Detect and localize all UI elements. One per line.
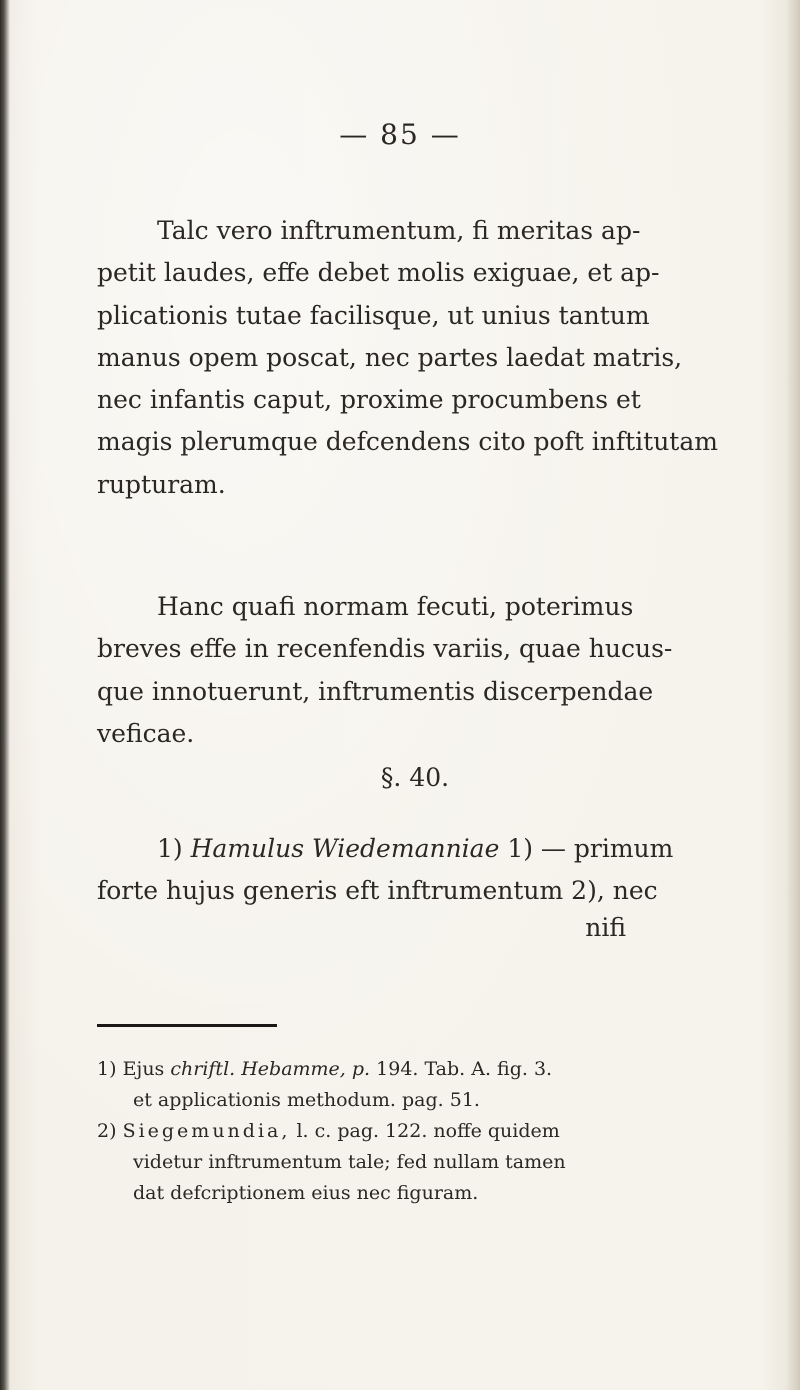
text-line: Talc vero inftrumentum, fi meritas ap- bbox=[157, 216, 641, 245]
cited-work-title: chriftl. Hebamme, p. bbox=[170, 1058, 371, 1080]
text-line bbox=[97, 828, 674, 870]
paragraph-hamulus bbox=[97, 828, 674, 913]
text-line: petit laudes, effe debet molis exiguae, et ap- bbox=[97, 258, 660, 288]
page-number-header: — 85 — bbox=[339, 118, 461, 151]
footnote-line: videtur inftrumentum tale; fed nullam tamen bbox=[133, 1151, 566, 1173]
footnote-line: dat defcriptionem eius nec figuram. bbox=[133, 1182, 479, 1204]
footnote-rule bbox=[97, 1024, 277, 1027]
footnote-2 bbox=[97, 1116, 637, 1209]
section-heading: §. 40. bbox=[380, 763, 450, 792]
text-fragment: l. c. pag. 122. noffe quidem bbox=[296, 1120, 560, 1142]
text-line: plicationis tutae facilisque, ut unius tantum bbox=[97, 300, 650, 330]
footnote-line: et applicationis methodum. pag. 51. bbox=[133, 1089, 480, 1111]
text-line: magis plerumque defcendens cito poft inftitutam bbox=[97, 427, 718, 457]
instrument-name: Hamulus Wiedemanniae bbox=[190, 834, 500, 863]
text-fragment: 194. Tab. A. fig. 3. bbox=[376, 1058, 553, 1080]
footnote-line bbox=[97, 1116, 637, 1147]
list-number: 1) bbox=[157, 834, 183, 863]
text-fragment: Ejus bbox=[122, 1058, 165, 1080]
paragraph-norm bbox=[97, 586, 673, 755]
text-line: rupturam. bbox=[97, 469, 226, 499]
text-line: manus opem poscat, nec partes laedat matris, bbox=[97, 342, 683, 372]
page-binding-edge bbox=[0, 0, 10, 1390]
text-line: Hanc quafi normam fecuti, poterimus bbox=[157, 592, 634, 621]
text-line: veficae. bbox=[97, 718, 195, 748]
text-line: breves effe in recenfendis variis, quae hucus- bbox=[97, 634, 673, 664]
footnote-line bbox=[97, 1054, 637, 1085]
page-right-edge bbox=[786, 0, 800, 1390]
footnote-marker: 2) bbox=[97, 1120, 117, 1142]
paragraph-instrument-criteria bbox=[97, 210, 718, 506]
text-line: que innotuerunt, inftrumentis discerpendae bbox=[97, 676, 654, 706]
cited-author: Siegemundia, bbox=[122, 1120, 291, 1142]
catchword: nifi bbox=[585, 913, 626, 942]
footnote-1 bbox=[97, 1054, 637, 1116]
footnote-marker: 1) bbox=[97, 1058, 117, 1080]
text-fragment: 1) — primum bbox=[507, 834, 674, 863]
text-line: forte hujus generis eft inftrumentum 2), nec bbox=[97, 876, 658, 906]
text-line: nec infantis caput, proxime procumbens et bbox=[97, 385, 641, 415]
